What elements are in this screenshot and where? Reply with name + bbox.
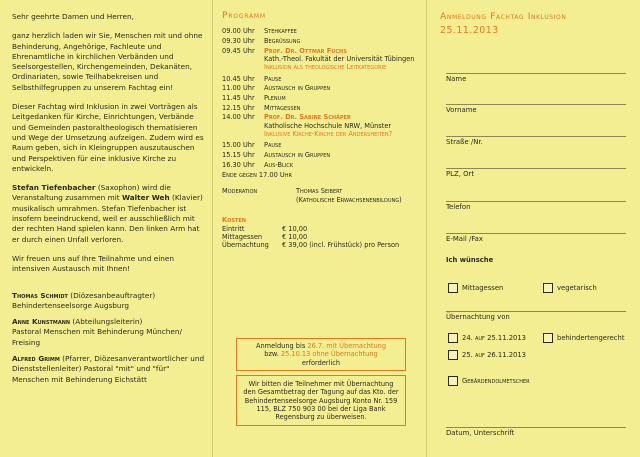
program-row: [222, 104, 422, 112]
program-row: [222, 27, 422, 35]
program-row: [222, 151, 422, 159]
registration-title: Anmeldung Fachtag Inklusion: [440, 11, 567, 22]
closing-paragraph: Wir freuen uns auf Ihre Teilnahme und einen intensiven Austausch mit Ihnen!: [12, 253, 174, 274]
program-time: 12.15 Uhr: [222, 103, 255, 112]
lunch-checkbox[interactable]: [448, 283, 458, 293]
field-label: PLZ, Ort: [446, 170, 475, 178]
cost-row: [222, 241, 422, 249]
night2-option[interactable]: [448, 350, 526, 360]
cost-value: € 10,00: [282, 224, 308, 233]
registration-deadline-box: [236, 338, 406, 371]
program-row: [222, 84, 422, 92]
city-field[interactable]: [446, 168, 626, 178]
talk-title: Inklusive Kirche-Kirche der Andersheiten?: [264, 130, 393, 138]
speaker-affiliation: Kath.-Theol. Fakultät der Universität Tübingen: [264, 55, 415, 63]
lunch-option[interactable]: [448, 283, 503, 293]
name-field[interactable]: [446, 73, 626, 83]
deadline-text: erforderlich: [301, 358, 341, 367]
field-label: Vorname: [446, 106, 477, 114]
vegetarian-option[interactable]: [543, 283, 597, 293]
contact-name: Anne Kunstmann: [12, 317, 71, 327]
program-item: Austausch in Gruppen: [264, 84, 331, 93]
contact-org: Pastoral Menschen mit Behinderung München/ Freising: [12, 327, 182, 347]
music-text: (Saxophon) wird die Veranstaltung zusammen mit: [12, 183, 171, 203]
contact-block: [12, 317, 208, 348]
field-label: Name: [446, 75, 467, 83]
program-time: 11.00 Uhr: [222, 84, 255, 93]
program-time: 15.00 Uhr: [222, 141, 255, 150]
moderation: [222, 187, 422, 204]
night1-option[interactable]: [448, 333, 526, 343]
program-row: [222, 94, 422, 102]
program-time: 10.45 Uhr: [222, 74, 255, 83]
option-label: vegetarisch: [557, 284, 597, 292]
program-time: 11.45 Uhr: [222, 94, 255, 102]
payment-info-box: [236, 375, 406, 426]
contact-role: (Diözesanbeauftragter): [67, 290, 156, 300]
speaker-name: Prof. Dr. Ottmar Fuchs: [264, 46, 347, 55]
contact-role: (Pfarrer, Diözesanverantwortlicher und Dienststellenleiter) Pastoral "mit" und "für" Menschen mit Behinderung Eichstätt: [12, 354, 205, 384]
invitation-text: [12, 12, 208, 391]
wishes-label: Ich wünsche: [446, 256, 494, 264]
field-label: Übernachtung von: [446, 313, 510, 321]
contact-org: Behindertenseelsorge Augsburg: [12, 300, 130, 310]
option-label: 25. auf 26.11.2013: [462, 351, 527, 359]
salutation: Sehr geehrte Damen und Herren,: [12, 12, 134, 21]
contact-name: Thomas Schmidt: [12, 290, 68, 300]
moderator-org: (Katholische Erwachsenenbildung): [296, 195, 402, 204]
contact-name: Alfred Grimm: [12, 354, 60, 364]
intro-paragraph: ganz herzlich laden wir Sie, Menschen mit und ohne Behinderung, Angehörige, Fachleute und Ehrenamtliche in kirchlichen Verbänden und Seelsorgestellen, Kirchengemeinden, Dekanäten, Ordinariaten, sowie Teilhabekreisen und Selbsthilfegruppen zu unserem Fachtag ein!: [12, 31, 203, 92]
signature-field[interactable]: [446, 427, 626, 437]
option-label: behindertengerecht: [557, 334, 625, 342]
costs-section: [222, 216, 422, 250]
program-time: 14.00 Uhr: [222, 113, 255, 122]
cost-label: Mittagessen: [222, 233, 263, 242]
program-time: 16.30 Uhr: [222, 160, 255, 169]
deadline-text: bzw.: [264, 350, 281, 359]
deadline-text: Anmeldung bis: [255, 342, 308, 350]
moderation-label: Moderation: [222, 187, 258, 196]
program-row: [222, 37, 422, 45]
street-field[interactable]: [446, 136, 626, 146]
program-time: 15.15 Uhr: [222, 151, 255, 159]
program-time: 09.00 Uhr: [222, 27, 255, 36]
field-label: Datum, Unterschrift: [446, 429, 515, 437]
accessible-checkbox[interactable]: [543, 333, 553, 343]
interpreter-option[interactable]: [448, 376, 530, 386]
phone-field[interactable]: [446, 201, 626, 211]
program-row: [222, 75, 422, 83]
program-row: [222, 141, 422, 149]
contact-block: [12, 291, 208, 312]
program-item: Plenum: [264, 94, 286, 102]
musician-name: Stefan Tiefenbacher: [12, 183, 96, 193]
body-paragraph: Dieser Fachtag wird Inklusion in zwei Vorträgen als Leitgedanken für Kirche, Einrichtungen, Verbände und Gemeinden pastoraltheologisch thematisieren und Wege der Umsetzung aufzeigen. Zudem wird es Raum geben, sich in Kleingruppen auszutauschen und Perspektiven für eine inklusive Kirche zu entwickeln.: [12, 102, 204, 173]
program-item: Aus-Blick: [264, 160, 294, 169]
program-section: [222, 12, 422, 250]
cost-label: Übernachtung: [222, 241, 269, 250]
night2-checkbox[interactable]: [448, 350, 458, 360]
costs-title: Kosten: [222, 216, 246, 225]
field-label: Straße /Nr.: [446, 138, 483, 146]
cost-value: € 39,00 (incl. Frühstück) pro Person: [282, 241, 400, 250]
overnight-heading: [446, 311, 626, 321]
speaker-affiliation: Katholische Hochschule NRW, Münster: [264, 121, 392, 130]
program-row: [222, 161, 422, 169]
program-time: 09.45 Uhr: [222, 46, 255, 55]
fold-line: [212, 0, 213, 457]
field-label: Telefon: [446, 203, 471, 211]
program-title: Programm: [222, 10, 266, 21]
program-item: Mittagessen: [264, 103, 301, 112]
program-end: Ende gegen 17.00 Uhr: [222, 171, 292, 179]
deadline-date: 25.10.13 ohne Übernachtung: [280, 350, 378, 359]
program-row: [222, 113, 422, 138]
speaker-name: Prof. Dr. Sabine Schäper: [264, 113, 351, 122]
event-date: 25.11.2013: [440, 25, 499, 36]
program-item: Pause: [264, 141, 282, 150]
field-label: E-Mail /Fax: [446, 235, 483, 243]
fold-line: [426, 0, 427, 457]
email-field[interactable]: [446, 233, 626, 243]
program-time: 09.30 Uhr: [222, 37, 255, 45]
contact-block: [12, 354, 208, 385]
cost-value: € 10,00: [282, 233, 308, 242]
moderator-name: Thomas Seibert: [296, 187, 343, 196]
musician-name: Walter Weh: [121, 193, 170, 203]
first-name-field[interactable]: [446, 104, 626, 114]
program-item: Stehkaffee: [264, 27, 297, 36]
payment-text: Wir bitten die Teilnehmer mit Übernachtung den Gesamtbetrag der Tagung auf das Kto. der Behindertenseelsorge Augsburg Konto Nr. 159 115, BLZ 750 903 00 bei der Liga Bank Regensburg zu überweisen.: [243, 380, 399, 422]
option-label: Gebärdendolmetscher: [462, 377, 530, 385]
music-text: (Klavier) musikalisch umrahmen. Stefan Tiefenbacher ist insofern beeindruckend, weil er ausschließlich mit der rechten Hand spielen kann. Den linken Arm hat er durch einen Unfall verloren.: [12, 193, 203, 244]
program-item: Begrüßung: [264, 37, 301, 45]
music-paragraph: [12, 183, 208, 245]
night1-checkbox[interactable]: [448, 333, 458, 343]
program-row: [222, 47, 422, 72]
cost-label: Eintritt: [222, 224, 245, 233]
contact-role: (Abteilungsleiterin): [70, 317, 143, 327]
cost-row: [222, 225, 422, 233]
interpreter-checkbox[interactable]: [448, 376, 458, 386]
talk-title: Inklusion als theologische Leitkategorie: [264, 63, 387, 72]
registration-form: [440, 12, 630, 35]
option-label: 24. auf 25.11.2013: [462, 334, 527, 342]
program-item: Austausch in Gruppen: [264, 151, 331, 159]
program-item: Pause: [264, 74, 282, 83]
vegetarian-checkbox[interactable]: [543, 283, 553, 293]
deadline-date: 26.7. mit Übernachtung: [307, 342, 387, 350]
accessible-option[interactable]: [543, 333, 624, 343]
option-label: Mittagessen: [462, 284, 504, 292]
